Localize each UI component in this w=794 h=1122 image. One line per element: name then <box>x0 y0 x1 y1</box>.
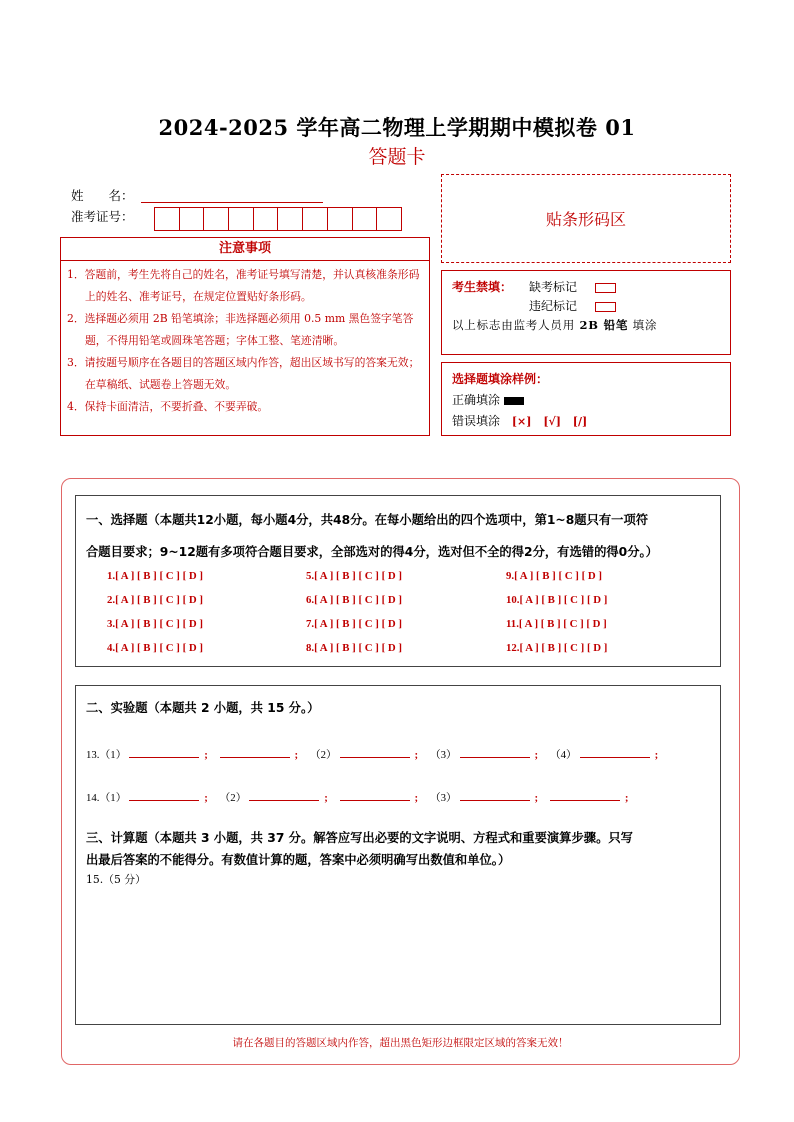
section2-heading: 二、实验题（本题共 2 小题，共 15 分。） <box>86 701 320 715</box>
violation-label: 违纪标记 <box>529 299 578 313</box>
id-digit-box[interactable] <box>203 207 229 231</box>
absent-mark-row <box>529 278 616 295</box>
semicolon: ; <box>414 749 419 761</box>
id-digit-box[interactable] <box>228 207 254 231</box>
page-subtitle: 答题卡 <box>368 146 426 168</box>
q13-part1-label: （1） <box>99 749 127 761</box>
semicolon: ; <box>204 749 208 761</box>
violation-mark-box[interactable] <box>595 302 616 312</box>
choice-question-11[interactable]: 11.[ A ] [ B ] [ C ] [ D ] <box>506 618 607 630</box>
violation-mark-row <box>529 297 616 314</box>
choice-question-1[interactable]: 1.[ A ] [ B ] [ C ] [ D ] <box>107 570 203 582</box>
absent-mark-box[interactable] <box>595 283 616 293</box>
notice-item: 3．请按题号顺序在各题目的答题区域内作答，超出区域书写的答案无效；在草稿纸、试题卷上答题无效。 <box>67 356 420 391</box>
examinee-prohibited-box <box>441 270 731 355</box>
q13-part2-label: （2） <box>309 749 337 761</box>
q15-label: 15.（5 分） <box>86 873 146 886</box>
q14-number: 14. <box>86 792 100 804</box>
q13-part2-blank[interactable] <box>340 746 410 758</box>
semicolon: ; <box>294 749 299 761</box>
q13-part3-label: （3） <box>429 749 457 761</box>
id-digit-box[interactable] <box>352 207 378 231</box>
q13-part1-blank-b[interactable] <box>220 746 290 758</box>
id-digit-box[interactable] <box>327 207 353 231</box>
notice-item: 1．答题前，考生先将自己的姓名，准考证号填写清楚，并认真核准条形码上的姓名、准考证号，在规定位置贴好条形码。 <box>67 268 420 303</box>
correct-label: 正确填涂 <box>452 393 501 407</box>
id-digit-box[interactable] <box>154 207 180 231</box>
id-digit-box[interactable] <box>277 207 303 231</box>
q13-part4-label: （4） <box>549 749 577 761</box>
id-digit-box[interactable] <box>302 207 328 231</box>
section1-instructions-line1: 一、选择题（本题共12小题，每小题4分，共48分。在每小题给出的四个选项中，第1~8题只有一项符 <box>86 513 649 527</box>
wrong-mark-slash: [/] <box>572 415 588 428</box>
barcode-area <box>441 174 731 263</box>
ban-note-bold: 2B 铅笔 <box>579 318 629 332</box>
name-label: 姓 名： <box>71 188 134 203</box>
choice-question-12[interactable]: 12.[ A ] [ B ] [ C ] [ D ] <box>506 642 608 654</box>
q14-part2-blank-a[interactable] <box>249 789 319 801</box>
semicolon: ; <box>534 749 539 761</box>
id-number-boxes[interactable] <box>155 207 402 231</box>
section3-instructions-line2: 出最后答案的不能得分。有数值计算的题，答案中必须明确写出数值和单位。） <box>86 853 511 867</box>
fill-sample-box <box>441 362 731 436</box>
id-digit-box[interactable] <box>253 207 279 231</box>
semicolon: ; <box>654 749 659 761</box>
id-label: 准考证号： <box>71 209 134 224</box>
name-field[interactable] <box>141 202 323 203</box>
correct-fill-row <box>452 391 524 408</box>
choice-question-4[interactable]: 4.[ A ] [ B ] [ C ] [ D ] <box>107 642 203 654</box>
page-title: 2024-2025 学年高二物理上学期期中模拟卷 01 <box>158 115 636 140</box>
id-digit-box[interactable] <box>179 207 205 231</box>
ban-note-suffix: 填涂 <box>632 318 658 332</box>
id-digit-box[interactable] <box>376 207 402 231</box>
sample-title: 选择题填涂样例： <box>452 372 549 386</box>
section-experiment-and-calculation <box>75 685 721 1025</box>
choice-question-3[interactable]: 3.[ A ] [ B ] [ C ] [ D ] <box>107 618 203 630</box>
ban-note-prefix: 以上标志由监考人员用 <box>452 318 575 332</box>
q14-part1-label: （1） <box>99 792 127 804</box>
wrong-mark-x: [×] <box>511 415 532 428</box>
ban-label: 考生禁填： <box>452 280 513 294</box>
q14-part3-blank-b[interactable] <box>550 789 620 801</box>
footer-warning: 请在各题目的答题区域内作答，超出黑色矩形边框限定区域的答案无效！ <box>232 1037 569 1049</box>
q14-part1-blank[interactable] <box>129 789 199 801</box>
notice-item: 4．保持卡面清洁，不要折叠、不要弄破。 <box>67 400 269 413</box>
semicolon: ; <box>324 792 328 804</box>
choice-question-9[interactable]: 9.[ A ] [ B ] [ C ] [ D ] <box>506 570 602 582</box>
q15-answer-area[interactable] <box>86 891 706 1016</box>
q13-part3-blank[interactable] <box>460 746 530 758</box>
q13-part4-blank[interactable] <box>580 746 650 758</box>
q13-number: 13. <box>86 749 100 761</box>
ban-note <box>452 317 657 333</box>
filled-mark-sample <box>504 397 524 405</box>
notice-heading: 注意事项 <box>60 237 430 261</box>
wrong-fill-row <box>452 412 587 429</box>
section-multiple-choice <box>75 495 721 667</box>
q14-row <box>86 789 637 805</box>
choice-question-7[interactable]: 7.[ A ] [ B ] [ C ] [ D ] <box>306 618 402 630</box>
choice-question-10[interactable]: 10.[ A ] [ B ] [ C ] [ D ] <box>506 594 608 606</box>
notice-item: 2．选择题必须用 2B 铅笔填涂；非选择题必须用 0.5 mm 黑色签字笔答题，不得用铅笔或圆珠笔答题；字体工整、笔迹清晰。 <box>67 312 414 347</box>
q14-part2-label: （2） <box>219 792 247 804</box>
q14-part3-label: （3） <box>429 792 457 804</box>
semicolon: ; <box>534 792 539 804</box>
section3-instructions-line1: 三、计算题（本题共 3 小题，共 37 分。解答应写出必要的文字说明、方程式和重要演算步骤。只写 <box>86 831 633 845</box>
notice-body <box>60 261 430 436</box>
choice-question-5[interactable]: 5.[ A ] [ B ] [ C ] [ D ] <box>306 570 402 582</box>
absent-label: 缺考标记 <box>529 280 578 294</box>
q14-part2-blank-b[interactable] <box>340 789 410 801</box>
section1-instructions-line2: 合题目要求；9~12题有多项符合题目要求，全部选对的得4分，选对但不全的得2分，有选错的得0分。） <box>86 545 658 559</box>
wrong-label: 错误填涂 <box>452 414 501 428</box>
q13-part1-blank-a[interactable] <box>129 746 199 758</box>
semicolon: ; <box>624 792 629 804</box>
barcode-label: 贴条形码区 <box>545 210 626 229</box>
choice-question-8[interactable]: 8.[ A ] [ B ] [ C ] [ D ] <box>306 642 402 654</box>
semicolon: ; <box>204 792 208 804</box>
choice-question-2[interactable]: 2.[ A ] [ B ] [ C ] [ D ] <box>107 594 203 606</box>
wrong-mark-check: [√] <box>543 415 561 428</box>
q13-row <box>86 746 667 762</box>
semicolon: ; <box>414 792 419 804</box>
q14-part3-blank-a[interactable] <box>460 789 530 801</box>
choice-question-6[interactable]: 6.[ A ] [ B ] [ C ] [ D ] <box>306 594 402 606</box>
